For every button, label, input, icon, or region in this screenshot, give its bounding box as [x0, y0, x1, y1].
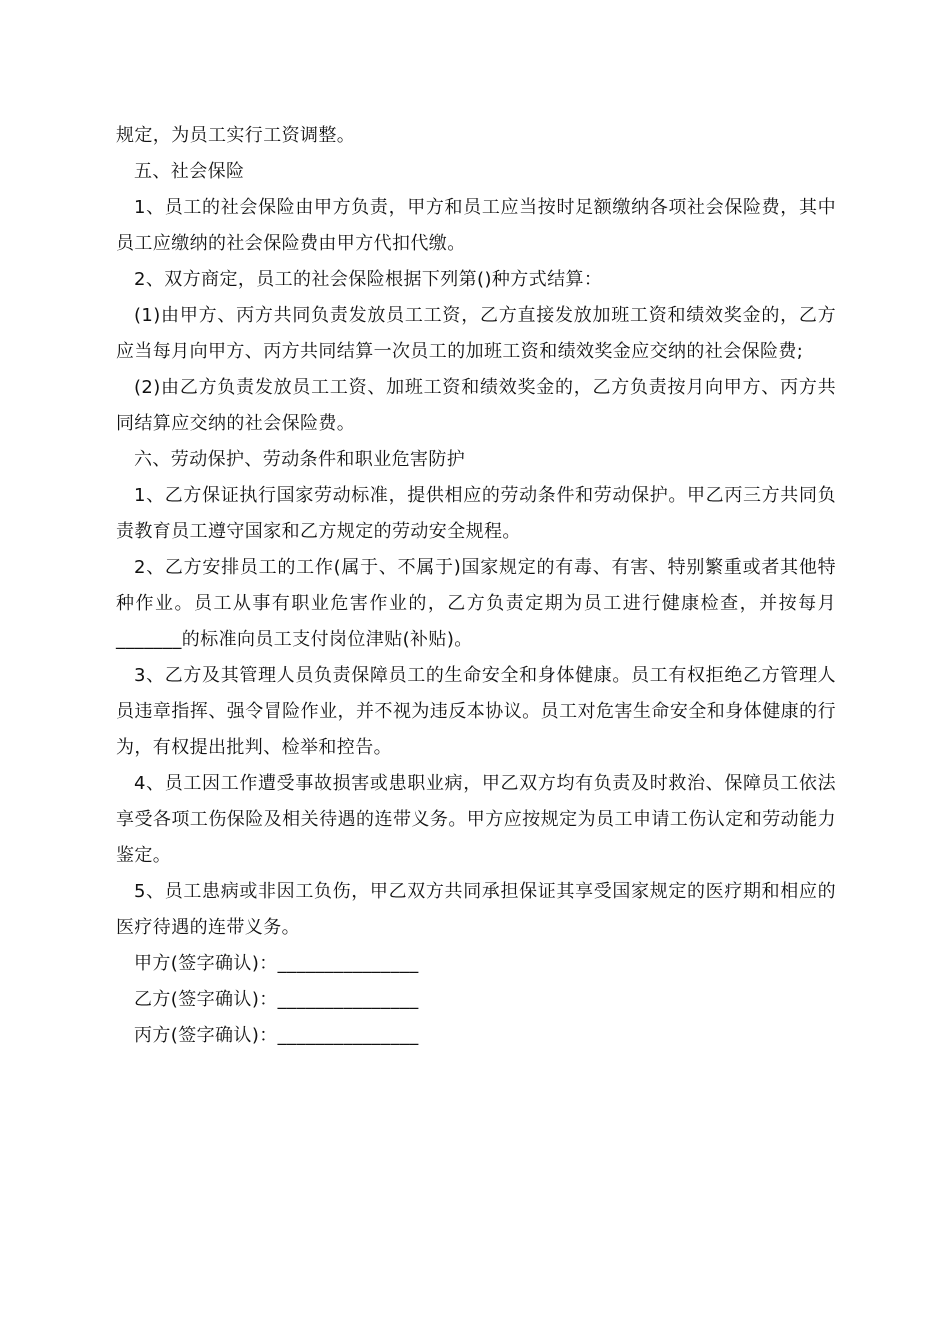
paragraph-labor-protection-3: 3、乙方及其管理人员负责保障员工的生命安全和身体健康。员工有权拒绝乙方管理人员违章指挥、强令冒险作业，并不视为违反本协议。员工对危害生命安全和身体健康的行为，有权提出批判、检举和控告。 — [116, 665, 836, 758]
signature-party-a: 甲方(签字确认)：_______________ — [134, 953, 419, 974]
paragraph-labor-protection-2: 2、乙方安排员工的工作(属于、不属于)国家规定的有毒、有害、特别繁重或者其他特种作业。员工从事有职业危害作业的，乙方负责定期为员工进行健康检查，并按每月_______的标准向员工支付岗位津贴(补贴)。 — [116, 557, 836, 650]
signature-party-b: 乙方(签字确认)：_______________ — [134, 989, 419, 1010]
section-heading-social-insurance: 五、社会保险 — [134, 161, 245, 182]
paragraph-continuation: 规定，为员工实行工资调整。 — [116, 125, 356, 146]
paragraph-labor-protection-1: 1、乙方保证执行国家劳动标准，提供相应的劳动条件和劳动保护。甲乙丙三方共同负责教育员工遵守国家和乙方规定的劳动安全规程。 — [116, 485, 836, 542]
paragraph-settlement-option-2: (2)由乙方负责发放员工工资、加班工资和绩效奖金的，乙方负责按月向甲方、丙方共同结算应交纳的社会保险费。 — [116, 377, 836, 434]
paragraph-social-insurance-2: 2、双方商定，员工的社会保险根据下列第()种方式结算： — [134, 269, 603, 290]
paragraph-settlement-option-1: (1)由甲方、丙方共同负责发放员工工资，乙方直接发放加班工资和绩效奖金的，乙方应当每月向甲方、丙方共同结算一次员工的加班工资和绩效奖金应交纳的社会保险费; — [116, 305, 836, 362]
document-body — [116, 118, 836, 1054]
paragraph-social-insurance-1: 1、员工的社会保险由甲方负责，甲方和员工应当按时足额缴纳各项社会保险费，其中员工应缴纳的社会保险费由甲方代扣代缴。 — [116, 197, 836, 254]
signature-party-c: 丙方(签字确认)：_______________ — [134, 1025, 419, 1046]
paragraph-labor-protection-4: 4、员工因工作遭受事故损害或患职业病，甲乙双方均有负责及时救治、保障员工依法享受各项工伤保险及相关待遇的连带义务。甲方应按规定为员工申请工伤认定和劳动能力鉴定。 — [116, 773, 836, 866]
paragraph-labor-protection-5: 5、员工患病或非因工负伤，甲乙双方共同承担保证其享受国家规定的医疗期和相应的医疗待遇的连带义务。 — [116, 881, 836, 938]
section-heading-labor-protection: 六、劳动保护、劳动条件和职业危害防护 — [134, 449, 466, 470]
